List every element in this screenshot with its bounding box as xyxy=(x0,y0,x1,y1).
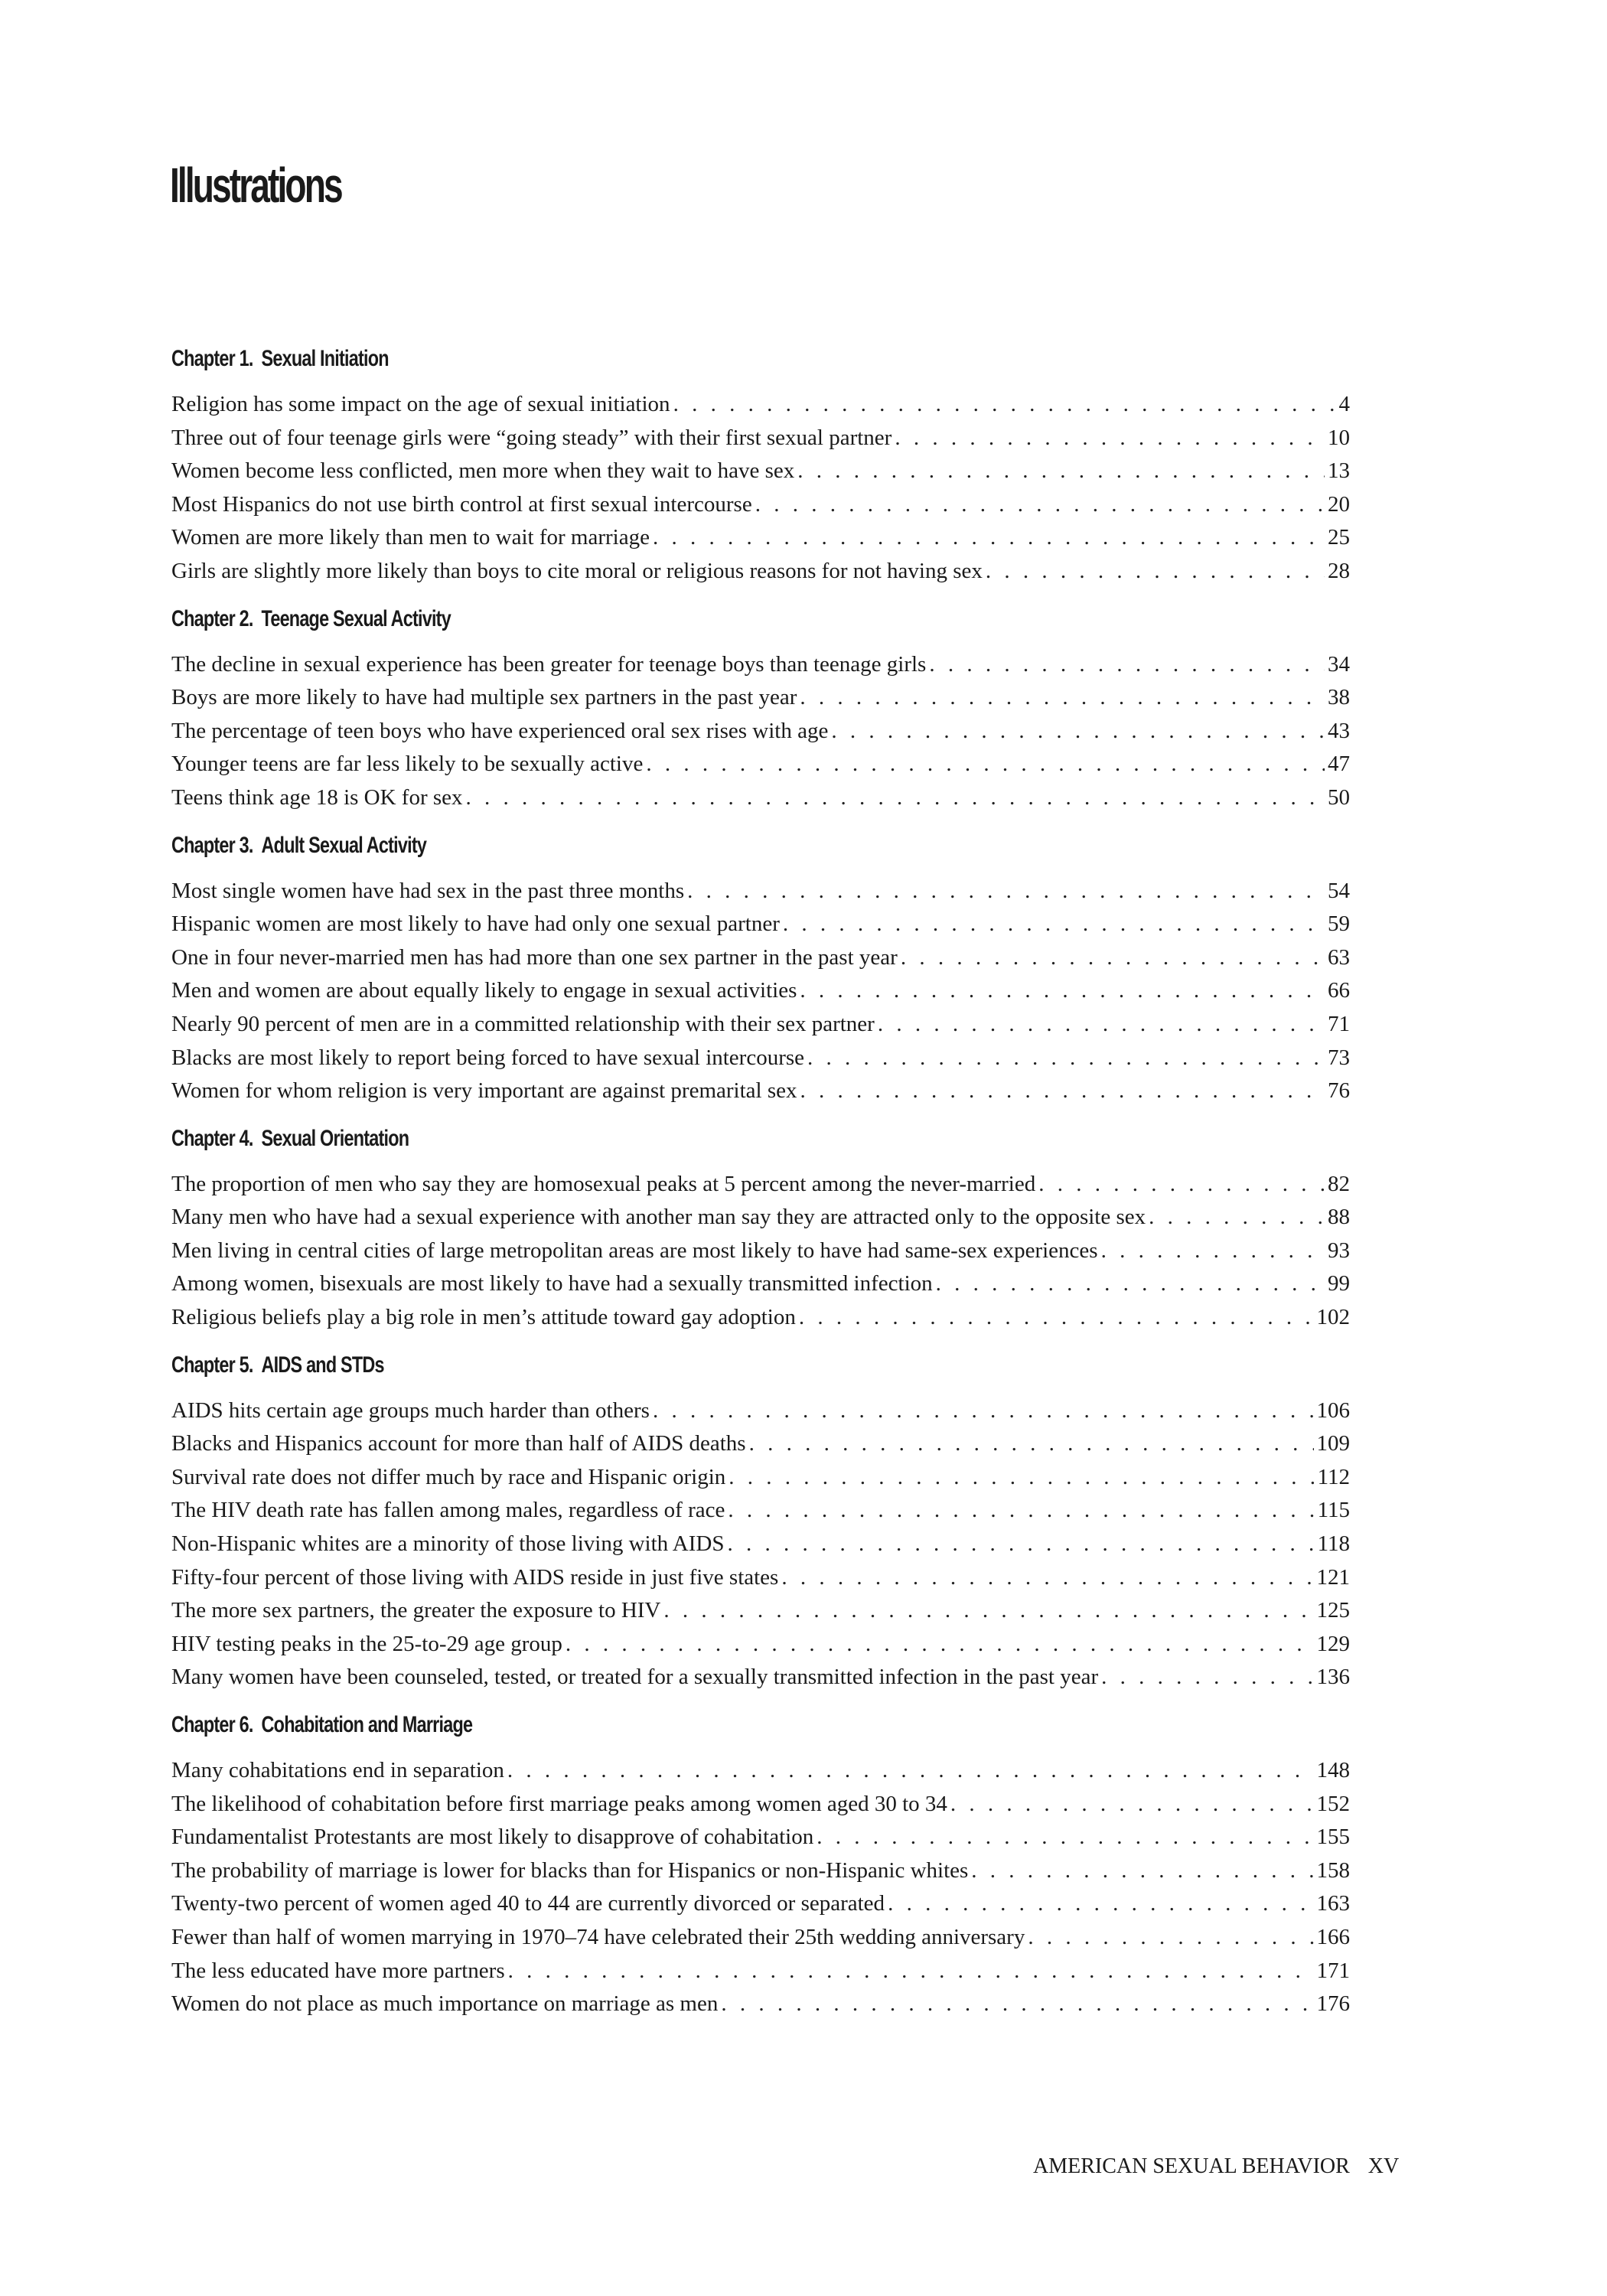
dot-leader xyxy=(673,388,1336,422)
entry-page-number: 54 xyxy=(1328,878,1350,903)
entry-page-number: 34 xyxy=(1328,651,1350,677)
entry-list xyxy=(171,388,1350,589)
entry-page-number: 82 xyxy=(1328,1171,1350,1196)
entry-page-number: 20 xyxy=(1328,491,1350,517)
dot-leader xyxy=(797,455,1325,488)
dot-leader xyxy=(799,1301,1314,1335)
dot-leader xyxy=(929,648,1325,682)
entry-title: HIV testing peaks in the 25-to-29 age group xyxy=(171,1631,562,1656)
entry-page-number: 171 xyxy=(1316,1958,1350,1983)
entry-title: Fundamentalist Protestants are most likely to disapprove of cohabitation xyxy=(171,1825,814,1850)
entry-page-number: 158 xyxy=(1316,1857,1350,1883)
entry-title: Many men who have had a sexual experience with another man say they are attracted only to the opposite sex xyxy=(171,1205,1146,1230)
chapter-title: Adult Sexual Activity xyxy=(261,832,427,858)
entry-title: The likelihood of cohabitation before first marriage peaks among women aged 30 to 34 xyxy=(171,1791,947,1816)
entry-title: Fifty-four percent of those living with AIDS reside in just five states xyxy=(171,1564,779,1590)
dot-leader xyxy=(566,1628,1314,1662)
list-item xyxy=(171,1494,1350,1528)
dot-leader xyxy=(755,488,1325,522)
entry-title: Most single women have had sex in the past three months xyxy=(171,878,685,903)
chapter-section xyxy=(171,1123,1350,1335)
chapter-title: Sexual Orientation xyxy=(261,1125,409,1151)
dot-leader xyxy=(901,941,1325,975)
dot-leader xyxy=(1149,1201,1325,1234)
entry-list xyxy=(171,1754,1350,2021)
entry-page-number: 63 xyxy=(1328,944,1350,970)
entry-page-number: 166 xyxy=(1316,1924,1350,1949)
entry-title: Blacks and Hispanics account for more than half of AIDS deaths xyxy=(171,1431,746,1456)
chapter-heading xyxy=(171,1123,1090,1155)
chapter-section xyxy=(171,343,1350,589)
entry-title: Younger teens are far less likely to be sexually active xyxy=(171,752,644,777)
entry-page-number: 115 xyxy=(1317,1498,1350,1523)
entry-page-number: 4 xyxy=(1338,392,1350,416)
list-item xyxy=(171,1234,1350,1268)
entry-title: Girls are slightly more likely than boys to cite moral or religious reasons for not having sex xyxy=(171,558,983,583)
list-item xyxy=(171,1528,1350,1561)
entry-title: Teens think age 18 is OK for sex xyxy=(171,784,463,810)
chapter-section xyxy=(171,830,1350,1108)
entry-page-number: 112 xyxy=(1317,1464,1350,1489)
dot-leader xyxy=(1101,1661,1313,1694)
entry-title: The HIV death rate has fallen among males, regardless of race xyxy=(171,1498,725,1523)
entry-title: Blacks are most likely to report being forced to have sexual intercourse xyxy=(171,1045,805,1070)
entry-page-number: 66 xyxy=(1328,978,1350,1003)
entry-page-number: 125 xyxy=(1316,1598,1350,1623)
entry-page-number: 13 xyxy=(1328,458,1350,484)
list-item xyxy=(171,1075,1350,1108)
list-item xyxy=(171,1008,1350,1042)
entry-title: Hispanic women are most likely to have had only one sexual partner xyxy=(171,912,780,937)
list-item xyxy=(171,1821,1350,1854)
entry-list xyxy=(171,875,1350,1108)
dot-leader xyxy=(936,1267,1325,1301)
entry-title: Twenty-two percent of women aged 40 to 44 are currently divorced or separated xyxy=(171,1891,885,1916)
dot-leader xyxy=(728,1494,1314,1528)
dot-leader xyxy=(895,422,1325,455)
entry-title: The less educated have more partners xyxy=(171,1958,505,1983)
chapter-title: Sexual Initiation xyxy=(261,346,389,371)
dot-leader xyxy=(888,1887,1313,1921)
list-item xyxy=(171,1921,1350,1955)
list-item xyxy=(171,1988,1350,2021)
chapter-section xyxy=(171,603,1350,815)
entry-title: Many cohabitations end in separation xyxy=(171,1758,504,1782)
dot-leader xyxy=(466,781,1325,815)
entry-title: Most Hispanics do not use birth control at first sexual intercourse xyxy=(171,491,752,517)
entry-page-number: 73 xyxy=(1328,1045,1350,1070)
entry-title: The proportion of men who say they are homosexual peaks at 5 percent among the never-married xyxy=(171,1171,1036,1196)
entry-page-number: 99 xyxy=(1328,1271,1350,1296)
list-item xyxy=(171,1301,1350,1335)
list-item xyxy=(171,555,1350,589)
chapter-number: Chapter 3. xyxy=(171,832,253,858)
entry-page-number: 163 xyxy=(1316,1891,1350,1916)
list-item xyxy=(171,1661,1350,1694)
entry-title: Survival rate does not differ much by race and Hispanic origin xyxy=(171,1464,726,1489)
entry-page-number: 38 xyxy=(1328,685,1350,710)
entry-title: Nearly 90 percent of men are in a committed relationship with their sex partner xyxy=(171,1011,875,1036)
entry-title: Women are more likely than men to wait for marriage xyxy=(171,525,650,550)
entry-title: Three out of four teenage girls were “going steady” with their first sexual partner xyxy=(171,425,892,450)
list-item xyxy=(171,781,1350,815)
dot-leader xyxy=(800,681,1325,715)
dot-leader xyxy=(781,1561,1313,1595)
list-item xyxy=(171,648,1350,682)
list-item xyxy=(171,488,1350,522)
list-item xyxy=(171,521,1350,555)
list-item xyxy=(171,1788,1350,1821)
dot-leader xyxy=(663,1594,1313,1628)
entry-title: AIDS hits certain age groups much harder than others xyxy=(171,1397,650,1423)
chapter-number: Chapter 5. xyxy=(171,1352,253,1378)
dot-leader xyxy=(800,1075,1325,1108)
dot-leader xyxy=(729,1461,1314,1495)
entry-title: Religion has some impact on the age of sexual initiation xyxy=(171,392,670,416)
dot-leader xyxy=(653,521,1325,555)
entry-title: Women become less conflicted, men more when they wait to have sex xyxy=(171,458,795,484)
chapter-section xyxy=(171,1709,1350,2021)
dot-leader xyxy=(783,908,1325,941)
list-item xyxy=(171,455,1350,488)
chapter-number: Chapter 1. xyxy=(171,346,253,371)
dot-leader xyxy=(878,1008,1325,1042)
list-item xyxy=(171,1754,1350,1788)
dot-leader xyxy=(653,1394,1314,1428)
dot-leader xyxy=(971,1854,1313,1888)
list-item xyxy=(171,422,1350,455)
dot-leader xyxy=(749,1427,1314,1461)
list-item xyxy=(171,1427,1350,1461)
entry-page-number: 76 xyxy=(1328,1078,1350,1104)
entry-page-number: 118 xyxy=(1317,1531,1350,1557)
entry-page-number: 136 xyxy=(1316,1665,1350,1690)
list-item xyxy=(171,1042,1350,1075)
entry-page-number: 93 xyxy=(1328,1238,1350,1263)
dot-leader xyxy=(508,1955,1314,1988)
chapter-title: Teenage Sexual Activity xyxy=(261,605,451,631)
chapter-heading xyxy=(171,343,1090,375)
entry-page-number: 102 xyxy=(1316,1305,1350,1330)
dot-leader xyxy=(1101,1234,1325,1268)
list-item xyxy=(171,1168,1350,1202)
entry-page-number: 59 xyxy=(1328,912,1350,937)
entry-title: Men and women are about equally likely to engage in sexual activities xyxy=(171,978,797,1003)
list-item xyxy=(171,974,1350,1008)
chapter-heading xyxy=(171,1349,1090,1381)
chapter-heading xyxy=(171,1709,1090,1741)
list-item xyxy=(171,388,1350,422)
list-item xyxy=(171,908,1350,941)
dot-leader xyxy=(950,1788,1314,1821)
list-item xyxy=(171,715,1350,748)
dot-leader xyxy=(800,974,1325,1008)
entry-title: The decline in sexual experience has been greater for teenage boys than teenage girls xyxy=(171,651,927,677)
chapter-title: AIDS and STDs xyxy=(261,1352,384,1378)
entry-title: The more sex partners, the greater the exposure to HIV xyxy=(171,1598,661,1623)
dot-leader xyxy=(1038,1168,1325,1202)
entry-title: Among women, bisexuals are most likely to have had a sexually transmitted infection xyxy=(171,1271,933,1296)
dot-leader xyxy=(721,1988,1313,2021)
dot-leader xyxy=(727,1528,1314,1561)
chapter-heading xyxy=(171,830,1090,862)
list-item xyxy=(171,1561,1350,1595)
list-item xyxy=(171,1461,1350,1495)
dot-leader xyxy=(817,1821,1313,1854)
chapter-title: Cohabitation and Marriage xyxy=(261,1712,473,1737)
list-item xyxy=(171,875,1350,908)
list-item xyxy=(171,1201,1350,1234)
entry-page-number: 25 xyxy=(1328,525,1350,550)
dot-leader xyxy=(831,715,1325,748)
entry-page-number: 106 xyxy=(1316,1397,1350,1423)
entry-title: Men living in central cities of large metropolitan areas are most likely to have had same-sex experiences xyxy=(171,1238,1098,1263)
entry-page-number: 50 xyxy=(1328,784,1350,810)
entry-list xyxy=(171,1168,1350,1335)
entry-list xyxy=(171,648,1350,815)
entry-title: Fewer than half of women marrying in 1970–74 have celebrated their 25th wedding anniversary xyxy=(171,1924,1025,1949)
list-item xyxy=(171,1394,1350,1428)
entry-title: The percentage of teen boys who have experienced oral sex rises with age xyxy=(171,718,829,743)
entry-list xyxy=(171,1394,1350,1694)
chapter-number: Chapter 6. xyxy=(171,1712,253,1737)
entry-page-number: 109 xyxy=(1316,1431,1350,1456)
entry-title: Boys are more likely to have had multiple sex partners in the past year xyxy=(171,685,797,710)
entry-page-number: 47 xyxy=(1328,752,1350,777)
chapter-number: Chapter 2. xyxy=(171,605,253,631)
entry-page-number: 43 xyxy=(1328,718,1350,743)
list-item xyxy=(171,1955,1350,1988)
dot-leader xyxy=(807,1042,1325,1075)
entry-title: Many women have been counseled, tested, or treated for a sexually transmitted infection in the past year xyxy=(171,1665,1099,1690)
entry-title: Women do not place as much importance on marriage as men xyxy=(171,1991,719,2017)
dot-leader xyxy=(646,748,1325,781)
list-item xyxy=(171,1267,1350,1301)
list-item xyxy=(171,748,1350,781)
entry-title: Women for whom religion is very important are against premarital sex xyxy=(171,1078,797,1104)
dot-leader xyxy=(507,1754,1314,1788)
page-number: XV xyxy=(1367,2154,1400,2178)
entry-title: The probability of marriage is lower for blacks than for Hispanics or non-Hispanic whites xyxy=(171,1857,969,1883)
dot-leader xyxy=(1028,1921,1313,1955)
page-title: Illustrations xyxy=(170,158,341,213)
list-item xyxy=(171,1887,1350,1921)
list-item xyxy=(171,941,1350,975)
entry-title: One in four never-married men has had more than one sex partner in the past year xyxy=(171,944,898,970)
entry-page-number: 152 xyxy=(1316,1791,1350,1816)
entry-page-number: 10 xyxy=(1328,425,1350,450)
entry-page-number: 129 xyxy=(1316,1631,1350,1656)
list-item xyxy=(171,681,1350,715)
entry-title: Religious beliefs play a big role in men’s attitude toward gay adoption xyxy=(171,1305,796,1330)
illustrations-list xyxy=(171,343,1350,2036)
entry-page-number: 148 xyxy=(1316,1758,1350,1782)
entry-page-number: 88 xyxy=(1328,1205,1350,1230)
list-item xyxy=(171,1854,1350,1888)
entry-page-number: 71 xyxy=(1328,1011,1350,1036)
chapter-number: Chapter 4. xyxy=(171,1125,253,1151)
entry-page-number: 28 xyxy=(1328,558,1350,583)
entry-page-number: 155 xyxy=(1316,1825,1350,1850)
entry-page-number: 121 xyxy=(1316,1564,1350,1590)
list-item xyxy=(171,1594,1350,1628)
chapter-section xyxy=(171,1349,1350,1694)
entry-title: Non-Hispanic whites are a minority of those living with AIDS xyxy=(171,1531,725,1557)
dot-leader xyxy=(986,555,1325,589)
chapter-heading xyxy=(171,603,1090,635)
dot-leader xyxy=(687,875,1325,908)
entry-page-number: 176 xyxy=(1316,1991,1350,2017)
list-item xyxy=(171,1628,1350,1662)
page-footer xyxy=(1033,2154,1399,2179)
running-title: AMERICAN SEXUAL BEHAVIOR xyxy=(1033,2154,1350,2178)
